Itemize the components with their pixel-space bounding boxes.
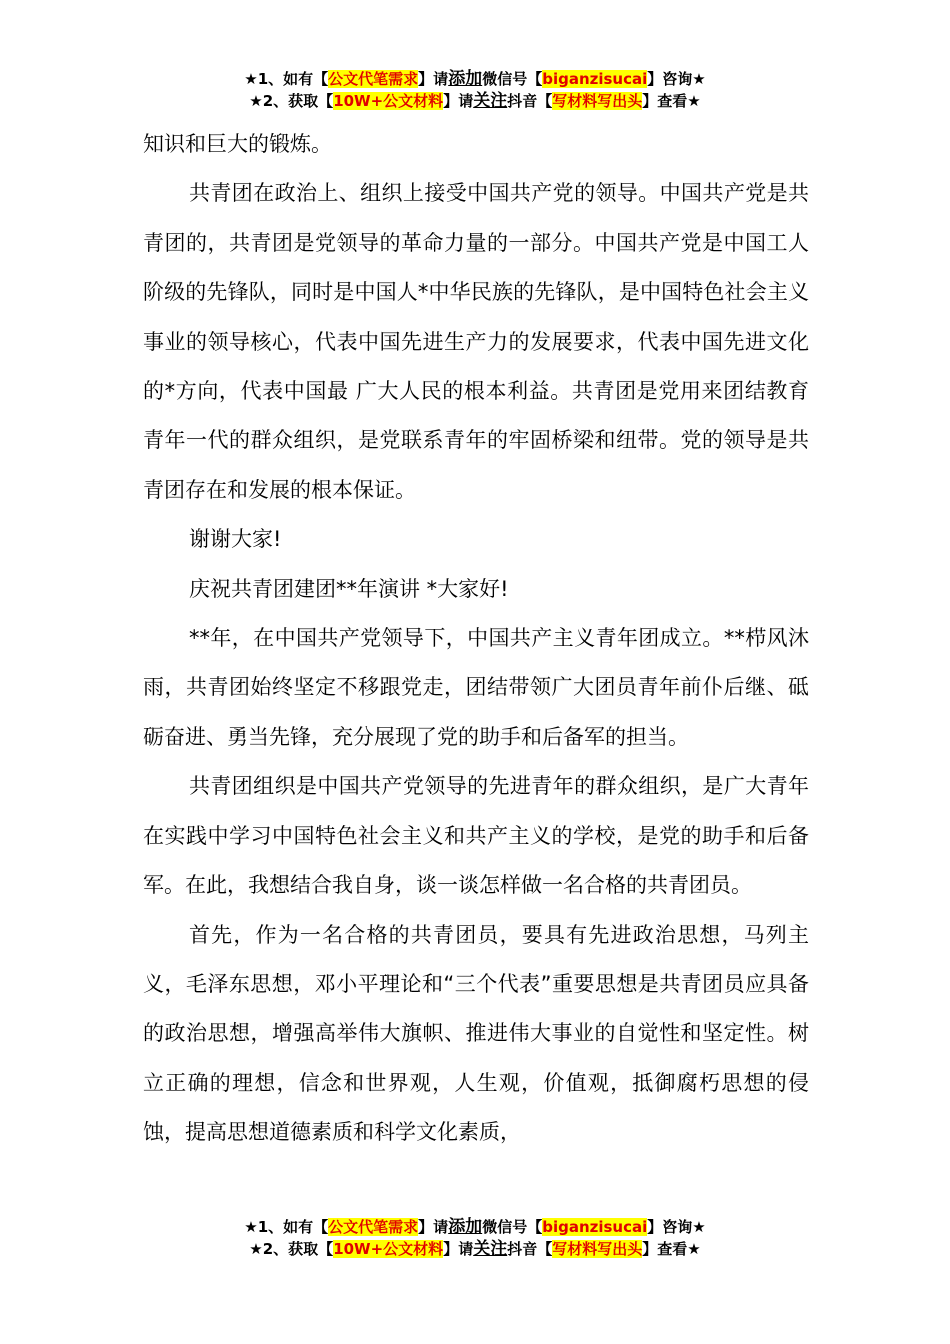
highlight-douyin-account: 写材料写出头 [552, 1240, 643, 1258]
footer-banner [0, 1216, 950, 1260]
highlight-service: 公文代笔需求 [328, 1218, 419, 1236]
highlight-service: 公文代笔需求 [328, 70, 419, 88]
paragraph: 庆祝共青团建团**年演讲 *大家好! [189, 576, 509, 601]
header-banner [0, 68, 950, 112]
paragraph: 共青团组织是中国共产党领导的先进青年的群众组织，是广大青年在实践中学习中国特色社会主义和共产主义的学校，是党的助手和后备军。在此，我想结合我自身，谈一谈怎样做一名合格的共青团员。 [143, 774, 809, 898]
paragraph: 首先，作为一名合格的共青团员，要具有先进政治思想，马列主义，毛泽东思想，邓小平理论和“三个代表”重要思想是共青团员应具备的政治思想，增强高举伟大旗帜、推进伟大事业的自觉性和坚定性。树立正确的理想，信念和世界观，人生观，价值观，抵御腐朽思想的侵蚀，提高思想道德素质和科学文化素质， [143, 922, 809, 1145]
highlight-douyin-account: 写材料写出头 [552, 92, 643, 110]
paragraph: **年，在中国共产党领导下，中国共产主义青年团成立。**栉风沐雨，共青团始终坚定不移跟党走，团结带领广大团员青年前仆后继、砥砺奋进、勇当先锋，充分展现了党的助手和后备军的担当。 [143, 626, 809, 749]
highlight-materials: 10W+公文材料 [333, 92, 444, 110]
highlight-materials: 10W+公文材料 [333, 1240, 444, 1258]
highlight-wechat-id: biganzisucai [542, 70, 648, 88]
banner-line-2: ★2、获取【10W+公文材料】请关注抖音【写材料写出头】查看★ [249, 91, 701, 111]
banner-line-2: ★2、获取【10W+公文材料】请关注抖音【写材料写出头】查看★ [249, 1239, 701, 1259]
document-body [143, 120, 809, 1158]
banner-line-1: ★1、如有【公文代笔需求】请添加微信号【biganzisucai】咨询★ [244, 1217, 706, 1237]
paragraph: 共青团在政治上、组织上接受中国共产党的领导。中国共产党是共青团的，共青团是党领导的革命力量的一部分。中国共产党是中国工人阶级的先锋队，同时是中国人*中华民族的先锋队，是中国特色社会主义事业的领导核心，代表中国先进生产力的发展要求，代表中国先进文化的*方向，代表中国最 广大人民的根本利益。共青团是党用来团结教育青年一代的群众组织，是党联系青年的牢固桥梁和纽带。党的领导是共青团存在和发展的根本保证。 [143, 181, 809, 502]
paragraph: 知识和巨大的锻炼。 [143, 132, 332, 156]
highlight-wechat-id: biganzisucai [542, 1218, 648, 1236]
paragraph: 谢谢大家! [189, 527, 282, 552]
banner-line-1: ★1、如有【公文代笔需求】请添加微信号【biganzisucai】咨询★ [244, 69, 706, 89]
